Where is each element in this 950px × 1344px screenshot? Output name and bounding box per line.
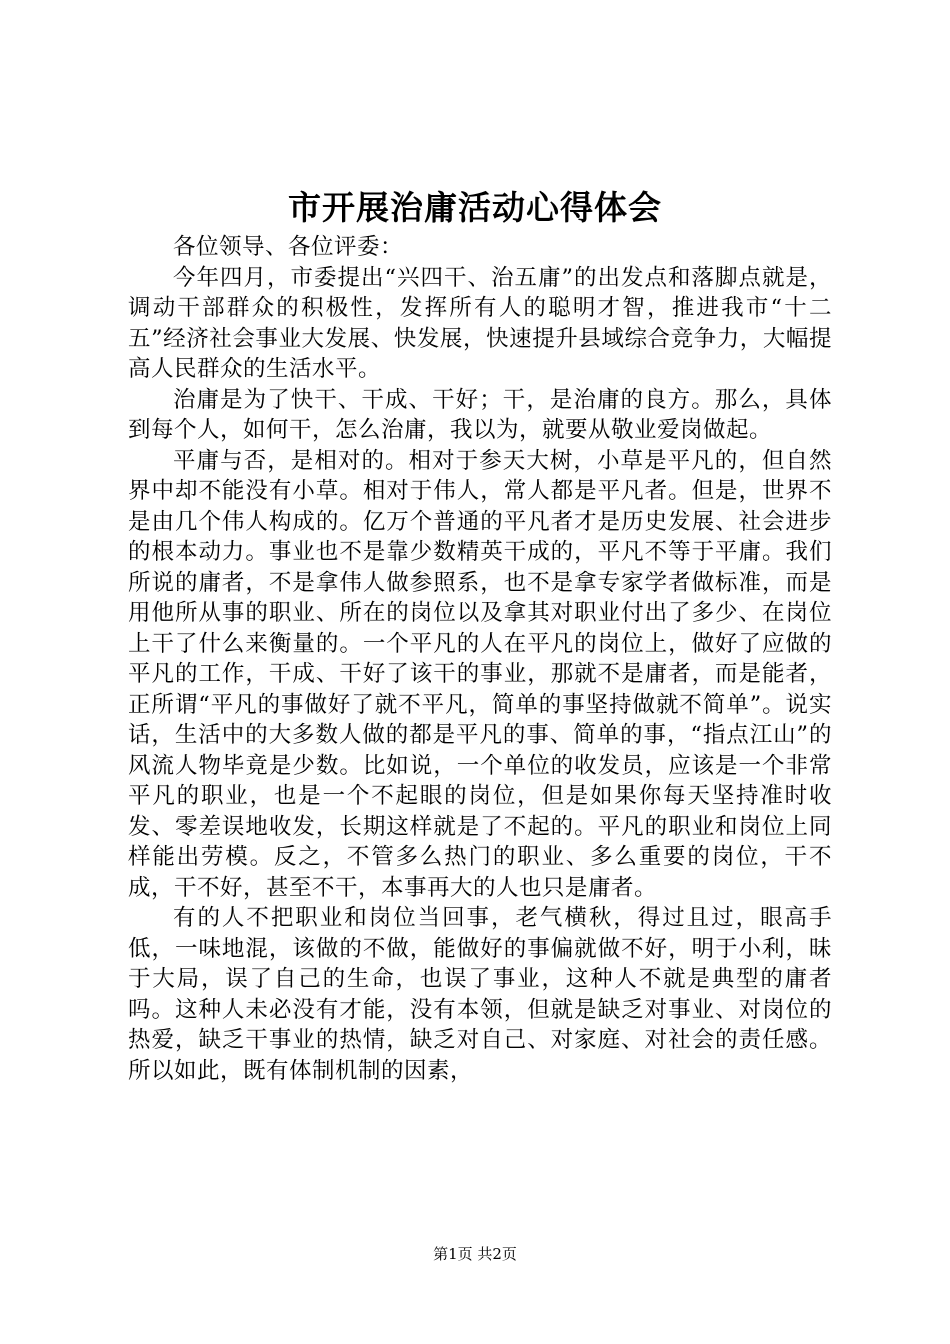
body-paragraph: 治庸是为了快干、干成、干好；干，是治庸的良方。那么，具体到每个人，如何干，怎么治庸，我以为，就要从敬业爱岗做起。 — [128, 386, 832, 443]
body-paragraph: 平庸与否，是相对的。相对于参天大树，小草是平凡的，但自然界中却不能没有小草。相对于伟人，常人都是平凡者。但是，世界不是由几个伟人构成的。亿万个普通的平凡者才是历史发展、社会进步的根本动力。事业也不是靠少数精英干成的，平凡不等于平庸。我们所说的庸者，不是拿伟人做参照系，也不是拿专家学者做标准，而是用他所从事的职业、所在的岗位以及拿其对职业付出了多少、在岗位上干了什么来衡量的。一个平凡的人在平凡的岗位上，做好了应做的平凡的工作，干成、干好了该干的事业，那就不是庸者，而是能者，正所谓“平凡的事做好了就不平凡，简单的事坚持做就不简单”。说实话，生活中的大多数人做的都是平凡的事、简单的事，“指点江山”的风流人物毕竟是少数。比如说，一个单位的收发员，应该是一个非常平凡的职业，也是一个不起眼的岗位，但是如果你每天坚持准时收发、零差误地收发，长期这样就是了不起的。平凡的职业和岗位上同样能出劳模。反之，不管多么热门的职业、多么重要的岗位，干不成，干不好，甚至不干，本事再大的人也只是庸者。 — [128, 447, 832, 901]
document-body — [128, 232, 832, 1086]
salutation-paragraph: 各位领导、各位评委： — [173, 234, 404, 260]
body-paragraph: 有的人不把职业和岗位当回事，老气横秋，得过且过，眼高手低，一味地混，该做的不做，能做好的事偏就做不好，明于小利，昧于大局，误了自己的生命，也误了事业，这种人不就是典型的庸者吗。这种人未必没有才能，没有本领，但就是缺乏对事业、对岗位的热爱，缺乏干事业的热情，缺乏对自己、对家庭、对社会的责任感。所以如此，既有体制机制的因素， — [128, 905, 832, 1084]
page-number-footer: 第1页 共2页 — [433, 1245, 517, 1263]
body-paragraph: 今年四月，市委提出“兴四干、治五庸”的出发点和落脚点就是，调动干部群众的积极性，发挥所有人的聪明才智，推进我市“十二五”经济社会事业大发展、快发展，快速提升县域综合竞争力，大幅提高人民群众的生活水平。 — [128, 264, 832, 382]
document-title: 市开展治庸活动心得体会 — [288, 188, 662, 227]
